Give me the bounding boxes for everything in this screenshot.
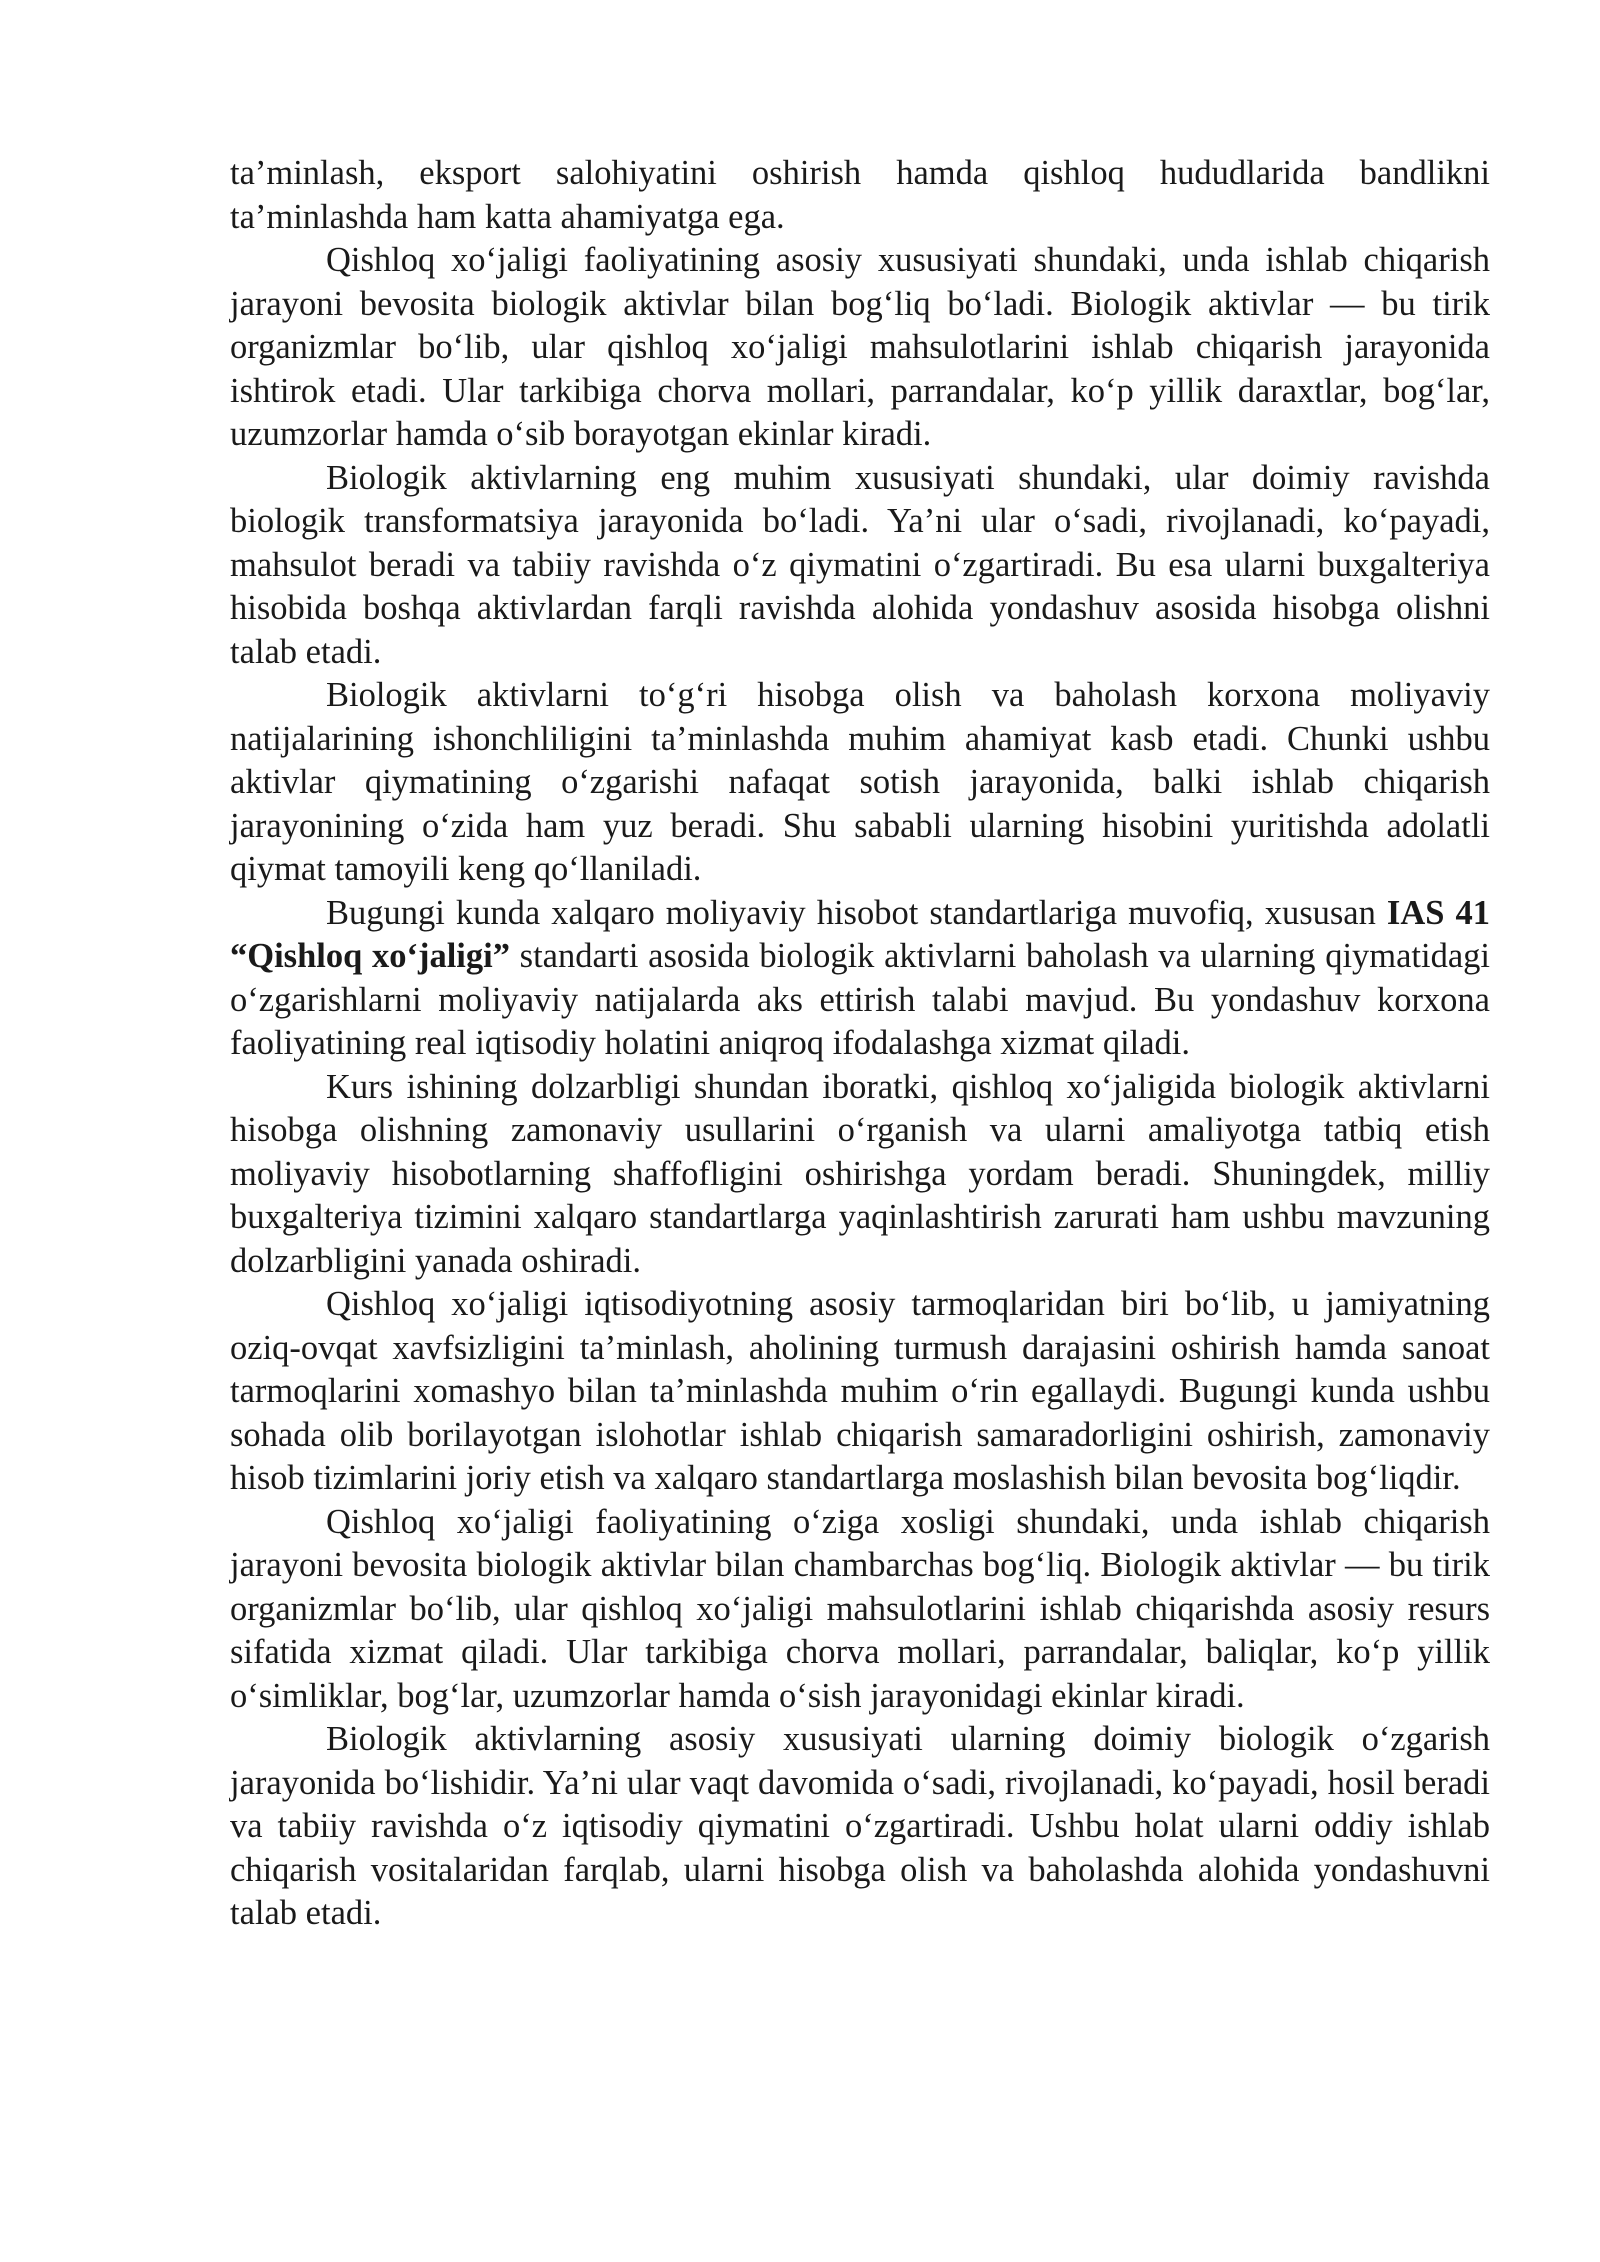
paragraph-biological-transformation: Biologik aktivlarning eng muhim xususiyati shundaki, ular doimiy ravishda biologik transformatsiya jarayonida bo‘ladi. Ya’ni ular o‘sadi, rivojlanadi, ko‘payadi, mahsulot beradi va tabiiy ravishda o‘z qiymatini o‘zgartiradi. Bu esa ularni buxgalteriya hisobida boshqa aktivlardan farqli ravishda alohida yondashuv asosida hisobga olishni talab etadi. <box>230 458 1490 671</box>
paragraph-relevance: Kurs ishining dolzarbligi shundan iboratki, qishloq xo‘jaligida biologik aktivlarni hisobga olishning zamonaviy usullarini o‘rganish va ularni amaliyotga tatbiq etish moliyaviy hisobotlarning shaffofligini oshirishga yordam beradi. Shuningdek, milliy buxgalteriya tizimini xalqaro standartlarga yaqinlashtirish zarurati ham ushbu mavzuning dolzarbligini yanada oshiradi. <box>230 1067 1490 1280</box>
paragraph-continuation: ta’minlash, eksport salohiyatini oshirish hamda qishloq hududlarida bandlikni ta’minlashda ham katta ahamiyatga ega. <box>230 154 1490 236</box>
paragraph-agriculture-economy: Qishloq xo‘jaligi iqtisodiyotning asosiy tarmoqlaridan biri bo‘lib, u jamiyatning oziq-ovqat xavfsizligini ta’minlash, aholining turmush darajasini oshirish hamda sanoat tarmoqlarini xomashyo bilan ta’minlashda muhim o‘rin egallaydi. Bugungi kunda ushbu sohada olib borilayotgan islohotlar ishlab chiqarish samaradorligini oshirish, zamonaviy hisob tizimlarini joriy etish va xalqaro standartlarga moslashish bilan bevosita bog‘liqdir. <box>230 1285 1490 1497</box>
paragraph-biological-change: Biologik aktivlarning asosiy xususiyati ularning doimiy biologik o‘zgarish jarayonida bo‘lishidir. Ya’ni ular vaqt davomida o‘sadi, rivojlanadi, ko‘payadi, hosil beradi va tabiiy ravishda o‘z iqtisodiy qiymatini o‘zgartiradi. Ushbu holat ularni oddiy ishlab chiqarish vositalaridan farqlab, ularni hisobga olish va baholashda alohida yondashuvni talab etadi. <box>230 1720 1490 1932</box>
document-page <box>230 152 1490 1936</box>
paragraph-biological-assets-intro: Qishloq xo‘jaligi faoliyatining asosiy xususiyati shundaki, unda ishlab chiqarish jarayoni bevosita biologik aktivlar bilan bog‘liq bo‘ladi. Biologik aktivlar — bu tirik organizmlar bo‘lib, ular qishloq xo‘jaligi mahsulotlarini ishlab chiqarish jarayonida ishtirok etadi. Ular tarkibiga chorva mollari, parrandalar, ko‘p yillik daraxtlar, bog‘lar, uzumzorlar hamda o‘sib borayotgan ekinlar kiradi. <box>230 241 1490 453</box>
ias41-standard-title: IAS 41 “Qishloq xo‘jaligi” <box>230 893 1490 975</box>
paragraph-valuation-importance: Biologik aktivlarni to‘g‘ri hisobga olish va baholash korxona moliyaviy natijalarining ishonchliligini ta’minlashda muhim ahamiyat kasb etadi. Chunki ushbu aktivlar qiymatining o‘zgarishi nafaqat sotish jarayonida, balki ishlab chiqarish jarayonining o‘zida ham yuz beradi. Shu sababli ularning hisobini yuritishda adolatli qiymat tamoyili keng qo‘llaniladi. <box>230 676 1490 888</box>
ias41-text-after: standarti asosida biologik aktivlarni baholash va ularning qiymatidagi o‘zgarishlarni moliyaviy natijalarda aks ettirish talabi mavjud. Bu yondashuv korxona faoliyatining real iqtisodiy holatini aniqroq ifodalashga xizmat qiladi. <box>230 937 1490 1062</box>
ias41-text-before: Bugungi kunda xalqaro moliyaviy hisobot standartlariga muvofiq, xususan <box>326 893 1387 932</box>
paragraph-agriculture-specifics: Qishloq xo‘jaligi faoliyatining o‘ziga xosligi shundaki, unda ishlab chiqarish jarayoni bevosita biologik aktivlar bilan chambarchas bog‘liq. Biologik aktivlar — bu tirik organizmlar bo‘lib, ular qishloq xo‘jaligi mahsulotlarini ishlab chiqarishda asosiy resurs sifatida xizmat qiladi. Ular tarkibiga chorva mollari, parrandalar, baliqlar, ko‘p yillik o‘simliklar, bog‘lar, uzumzorlar hamda o‘sish jarayonidagi ekinlar kiradi. <box>230 1502 1490 1715</box>
paragraph-ias41 <box>230 892 1490 1066</box>
